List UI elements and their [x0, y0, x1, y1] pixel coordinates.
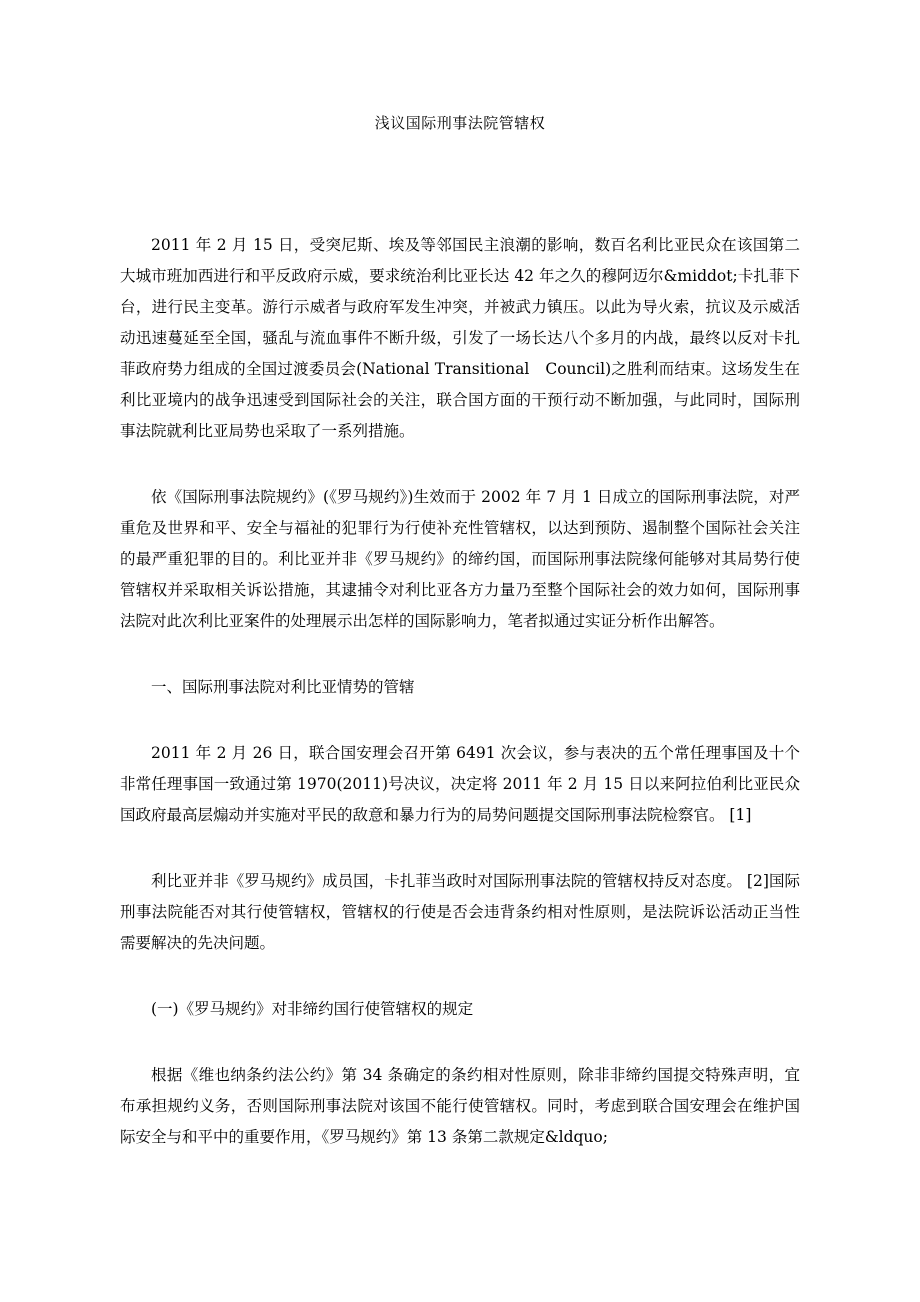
- paragraph-spacer: [120, 703, 800, 738]
- subheading-section-one-a: (一)《罗马规约》对非缔约国行使管辖权的规定: [151, 1000, 474, 1018]
- heading-section-one: 一、国际刑事法院对利比亚情势的管辖: [151, 678, 415, 696]
- paragraph-spacer: [120, 447, 800, 482]
- paragraph-unsc-resolution-1970: 2011 年 2 月 26 日，联合国安理会召开第 6491 次会议，参与表决的五个常任理事国及十个非常任理事国一致通过第 1970(2011)号决议，决定将 2011 年 2 月 15 日以来阿拉伯利比亚民众国政府最高层煽动并实施对平民的敌意和暴力行为的局势问题提交国际刑事法院检察官。 [1]: [120, 744, 800, 824]
- paragraph-libya-non-party: 利比亚并非《罗马规约》成员国，卡扎菲当政时对国际刑事法院的管辖权持反对态度。 [2]国际刑事法院能否对其行使管辖权，管辖权的行使是否会违背条约相对性原则，是法院诉讼活动正当性需要解决的先决问题。: [120, 872, 800, 952]
- document-content: [120, 0, 800, 1153]
- paragraph-spacer: [120, 959, 800, 994]
- paragraph-vienna-convention-article34: 根据《维也纳条约法公约》第 34 条确定的条约相对性原则，除非非缔约国提交特殊声明，宜布承担规约义务，否则国际刑事法院对该国不能行使管辖权。同时，考虑到联合国安理会在维护国际安全与和平中的重要作用，《罗马规约》第 13 条第二款规定&ldquo;: [120, 1066, 800, 1146]
- paragraph-spacer: [120, 831, 800, 866]
- paragraph-spacer: [120, 637, 800, 672]
- paragraph-icc-background: 依《国际刑事法院规约》(《罗马规约》)生效而于 2002 年 7 月 1 日成立的国际刑事法院，对严重危及世界和平、安全与福祉的犯罪行为行使补充性管辖权，以达到预防、遏制整个国际社会关注的最严重犯罪的目的。利比亚并非《罗马规约》的缔约国，而国际刑事法院缘何能够对其局势行使管辖权并采取相关诉讼措施，其逮捕令对利比亚各方力量乃至整个国际社会的效力如何，国际刑事法院对此次利比亚案件的处理展示出怎样的国际影响力，笔者拟通过实证分析作出解答。: [120, 488, 800, 630]
- paragraph-spacer: [120, 1025, 800, 1060]
- page-title: 浅议国际刑事法院管辖权: [374, 114, 546, 132]
- title-body-spacer: [120, 134, 800, 230]
- paragraph-intro-libya-uprising: 2011 年 2 月 15 日，受突尼斯、埃及等邻国民主浪潮的影响，数百名利比亚民众在该国第二大城市班加西进行和平反政府示威，要求统治利比亚长达 42 年之久的穆阿迈尔&middot;卡扎菲下台，进行民主变革。游行示威者与政府军发生冲突，并被武力镇压。以此为导火索，抗议及示威活动迅速蔓延至全国，骚乱与流血事件不断升级，引发了一场长达八个多月的内战，最终以反对卡扎菲政府势力组成的全国过渡委员会(National Transitional Council)之胜利而结束。这场发生在利比亚境内的战争迅速受到国际社会的关注，联合国方面的干预行动不断加强，与此同时，国际刑事法院就利比亚局势也采取了一系列措施。: [120, 236, 800, 440]
